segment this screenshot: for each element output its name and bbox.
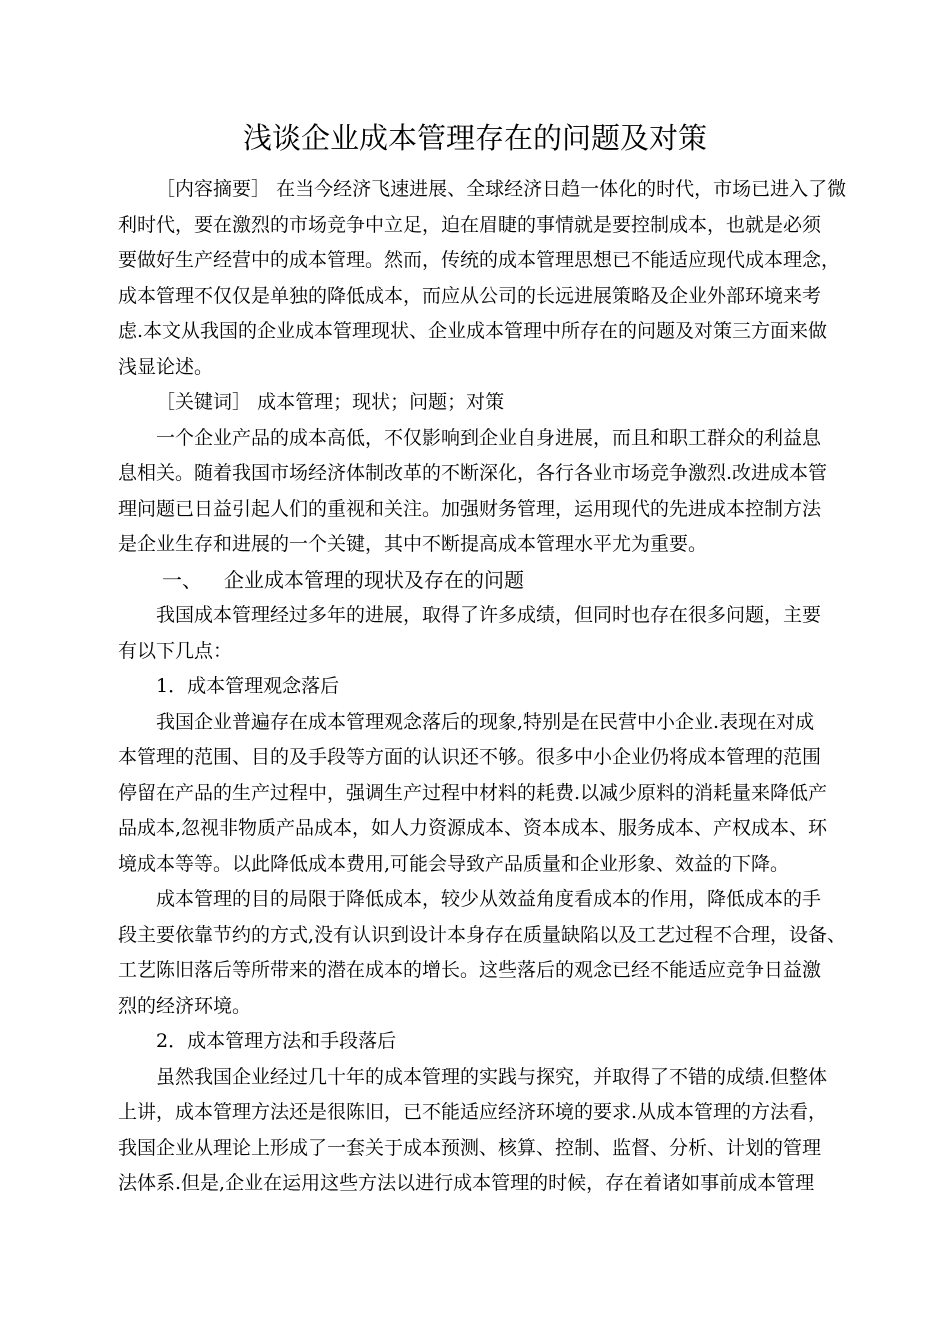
document-body	[118, 172, 848, 1202]
abstract-line: 利时代，要在激烈的市场竞争中立足，迫在眉睫的事情就是要控制成本，也就是必须	[118, 213, 822, 236]
paragraph-line: 我国企业普遍存在成本管理观念落后的现象,特别是在民营中小企业.表现在对成	[156, 710, 815, 733]
paragraph-line: 烈的经济环境。	[118, 994, 252, 1017]
keywords-text: 成本管理；现状；问题；对策	[257, 391, 505, 413]
abstract-line: ［内容摘要］ 在当今经济飞速进展、全球经济日趋一体化的时代，市场已进入了微	[156, 178, 847, 200]
section-number: 一、	[162, 567, 202, 592]
document-title: 浅谈企业成本管理存在的问题及对策	[242, 121, 707, 155]
intro-line: 息相关。随着我国市场经济体制改革的不断深化，各行各业市场竞争激烈.改进成本管	[118, 462, 828, 484]
section-title: 企业成本管理的现状及存在的问题	[224, 567, 524, 592]
abstract-line: 要做好生产经营中的成本管理。然而，传统的成本管理思想已不能适应现代成本理念，	[118, 249, 841, 271]
paragraph-line: 品成本,忽视非物质产品成本，如人力资源成本、资本成本、服务成本、产权成本、环	[118, 817, 828, 839]
abstract-label: ［内容摘要］	[156, 178, 271, 200]
paragraph-line: 停留在产品的生产过程中，强调生产过程中材料的耗费.以减少原料的消耗量来降低产	[118, 781, 828, 804]
paragraph-line: 我国成本管理经过多年的进展，取得了许多成绩，但同时也存在很多问题，主要	[156, 604, 822, 626]
paragraph-line: 虽然我国企业经过几十年的成本管理的实践与探究，并取得了不错的成绩.但整体	[156, 1065, 828, 1088]
paragraph-line: 成本管理的目的局限于降低成本，较少从效益角度看成本的作用，降低成本的手	[156, 888, 822, 910]
intro-line: 一个企业产品的成本高低，不仅影响到企业自身进展，而且和职工群众的利益息	[156, 426, 822, 449]
paragraph-line: 法体系.但是,企业在运用这些方法以进行成本管理的时候，存在着诸如事前成本管理	[118, 1172, 815, 1194]
paragraph-line: 上讲，成本管理方法还是很陈旧，已不能适应经济环境的要求.从成本管理的方法看，	[118, 1101, 828, 1123]
keywords-line	[118, 385, 848, 421]
paragraph-line: 我国企业从理论上形成了一套关于成本预测、核算、控制、监督、分析、计划的管理	[118, 1136, 822, 1159]
paragraph-line: 段主要依靠节约的方式,没有认识到设计本身存在质量缺陷以及工艺过程不合理，设备、	[118, 923, 847, 946]
intro-line: 理问题已日益引起人们的重视和关注。加强财务管理，运用现代的先进成本控制方法	[118, 497, 822, 520]
intro-line: 是企业生存和进展的一个关键，其中不断提高成本管理水平尤为重要。	[118, 533, 708, 555]
subsection-heading: 2．成本管理方法和手段落后	[156, 1030, 397, 1052]
paragraph-line: 本管理的范围、目的及手段等方面的认识还不够。很多中小企业仍将成本管理的范围	[118, 746, 822, 768]
paragraph-line: 工艺陈旧落后等所带来的潜在成本的增长。这些落后的观念已经不能适应竞争日益激	[118, 959, 822, 981]
abstract-line: 成本管理不仅仅是单独的降低成本，而应从公司的长远进展策略及企业外部环境来考	[118, 284, 822, 307]
paragraph-line: 境成本等等。以此降低成本费用,可能会导致产品质量和企业形象、效益的下降。	[118, 852, 790, 875]
section-heading	[118, 563, 848, 599]
keywords-label: ［关键词］	[156, 391, 252, 413]
subsection-heading: 1．成本管理观念落后	[156, 675, 340, 697]
abstract-line: 虑.本文从我国的企业成本管理现状、企业成本管理中所存在的问题及对策三方面来做	[118, 320, 828, 342]
abstract-line: 浅显论述。	[118, 355, 214, 378]
paragraph-line: 有以下几点：	[118, 639, 233, 662]
